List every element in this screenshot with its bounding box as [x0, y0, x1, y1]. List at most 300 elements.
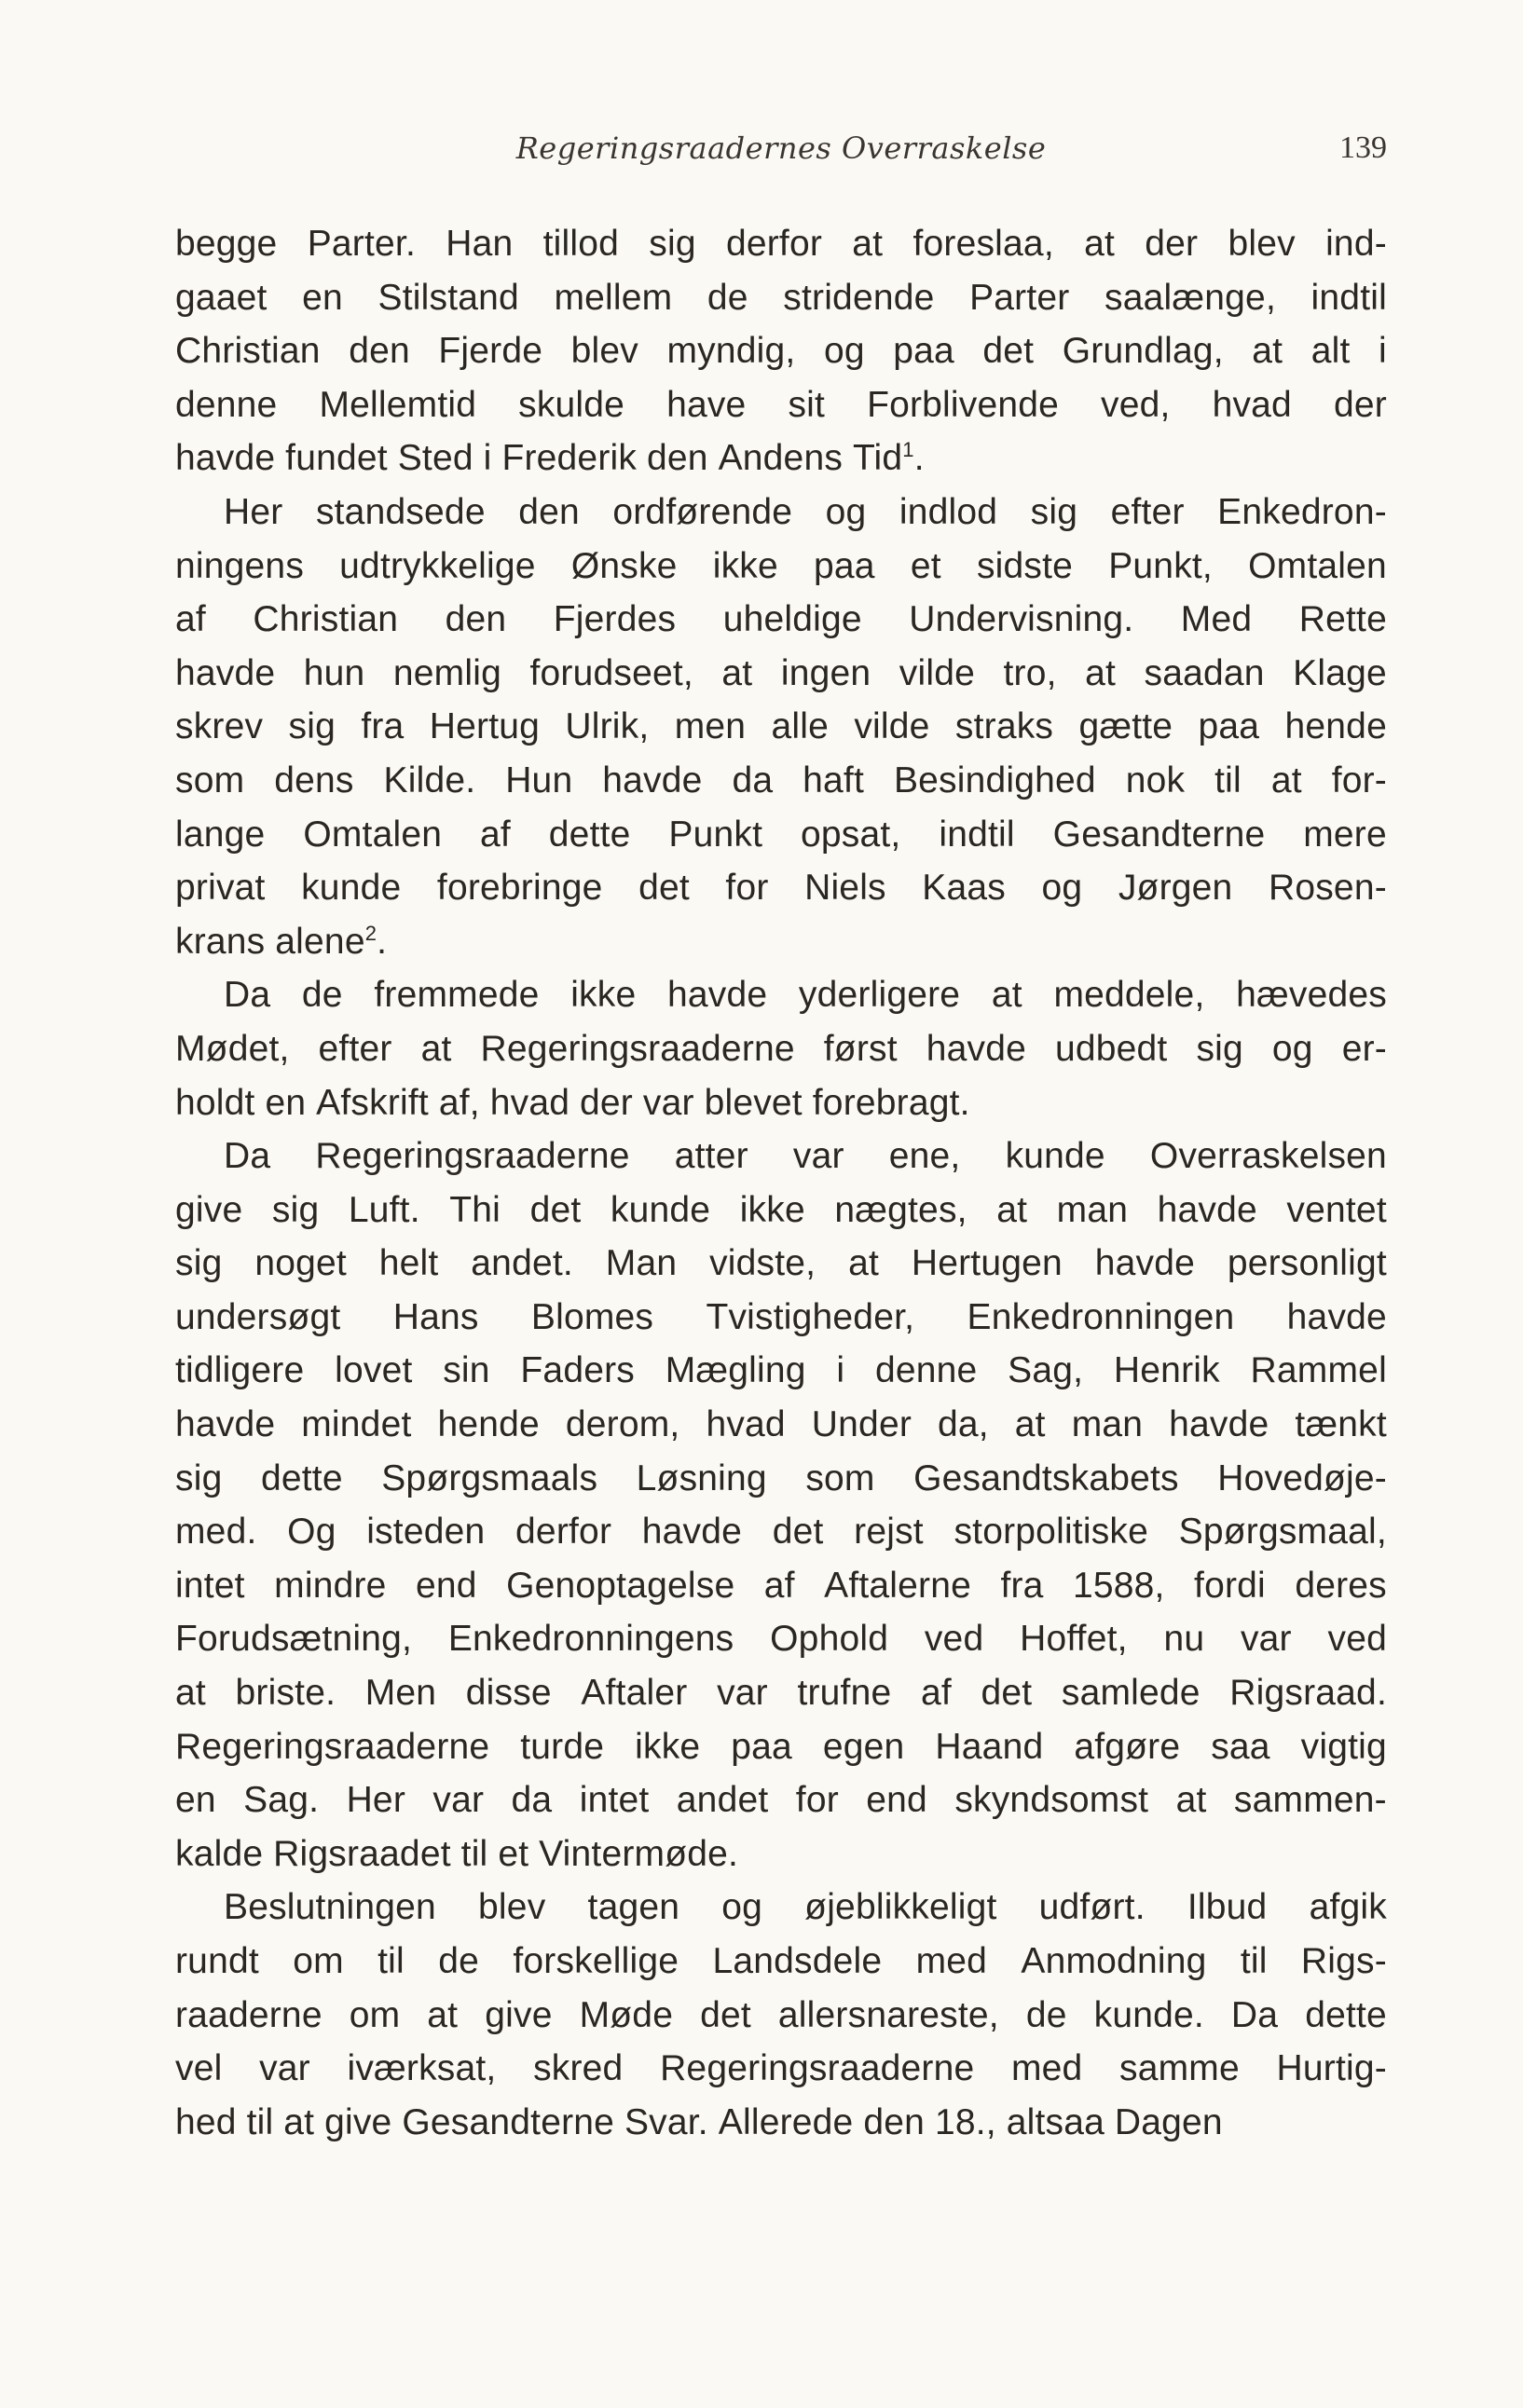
- word: indtil: [939, 814, 1015, 855]
- word: for: [795, 1780, 839, 1821]
- word: hvad: [489, 1082, 570, 1123]
- word: trufne: [797, 1673, 892, 1714]
- word: den: [445, 599, 507, 640]
- word: den: [646, 438, 708, 479]
- text-line: [175, 271, 1387, 325]
- word: afgik: [1309, 1887, 1387, 1928]
- word: Rigsraad.: [1229, 1673, 1387, 1714]
- word: rundt: [175, 1941, 259, 1981]
- word: at: [427, 1994, 459, 2035]
- word: stridende: [783, 277, 935, 318]
- word: med.: [175, 1512, 257, 1553]
- word: Sag,: [1008, 1350, 1084, 1391]
- word: Allerede: [718, 2101, 854, 2142]
- word: øjeblikkeligt: [804, 1887, 997, 1928]
- word: Enkedron-: [1217, 491, 1387, 532]
- word: blev: [1228, 224, 1296, 264]
- word: Gesandtskabets: [913, 1457, 1179, 1498]
- word: i: [836, 1350, 845, 1391]
- word: Hoffet,: [1020, 1619, 1128, 1660]
- word: havde: [175, 652, 276, 693]
- word: til: [246, 2101, 274, 2142]
- word: dette: [260, 1457, 343, 1498]
- text-line: [175, 1666, 1387, 1720]
- word: de: [438, 1941, 480, 1981]
- word: sig: [1030, 491, 1078, 532]
- word: egen: [822, 1726, 905, 1767]
- word: storpolitiske: [954, 1512, 1148, 1553]
- word: Christian: [175, 331, 321, 372]
- text-line: [175, 915, 1387, 969]
- word: intet: [579, 1780, 650, 1821]
- word: en: [302, 277, 343, 318]
- word: ventet: [1286, 1189, 1387, 1230]
- word: at: [1014, 1404, 1046, 1445]
- word: nægtes,: [834, 1189, 967, 1230]
- word: Møde: [579, 1994, 674, 2035]
- word: hun: [303, 652, 365, 693]
- word: kunde.: [1093, 1994, 1204, 2035]
- footnote-marker: 1: [902, 438, 914, 462]
- word: Forudsætning,: [175, 1619, 413, 1660]
- word: Omtalen: [1248, 545, 1387, 586]
- word: hende: [437, 1404, 540, 1445]
- word: som: [175, 759, 245, 800]
- word: ene,: [888, 1136, 961, 1177]
- word: for: [725, 868, 769, 909]
- word: Sted: [397, 438, 473, 479]
- word: altsaa: [1006, 2101, 1105, 2142]
- word: forskellige: [513, 1941, 679, 1981]
- word: sig: [175, 1243, 223, 1284]
- word: Aftalerne: [824, 1565, 972, 1606]
- text-line: [175, 1773, 1387, 1827]
- word: ingen: [780, 652, 871, 693]
- word: udbedt: [1054, 1028, 1168, 1069]
- word: Anmodning: [1021, 1941, 1207, 1981]
- word: derom,: [565, 1404, 680, 1445]
- word: efter: [318, 1028, 392, 1069]
- text-line: [175, 1076, 1387, 1130]
- word: kalde: [175, 1833, 264, 1874]
- word: Fjerde: [438, 331, 543, 372]
- word: Parter: [969, 277, 1070, 318]
- text-line: [175, 1022, 1387, 1076]
- word: vigtig: [1300, 1726, 1387, 1767]
- word: man: [1056, 1189, 1129, 1230]
- word: Overraskelsen: [1149, 1136, 1387, 1177]
- word: havde: [1094, 1243, 1195, 1284]
- word: yderligere: [798, 975, 961, 1016]
- word: Faders: [520, 1350, 635, 1391]
- word: Forblivende: [867, 384, 1060, 425]
- text-line: [175, 1559, 1387, 1613]
- word: hvad: [706, 1404, 786, 1445]
- word: Her: [224, 491, 283, 532]
- text-line: [175, 431, 1387, 486]
- word: ordførende: [612, 491, 793, 532]
- word: Under: [811, 1404, 912, 1445]
- word: Men: [364, 1673, 437, 1714]
- word: Jørgen: [1118, 868, 1233, 909]
- page-number: 139: [1339, 130, 1387, 165]
- word: Her: [346, 1780, 406, 1821]
- word: fordi: [1194, 1565, 1266, 1606]
- word: Punkt,: [1108, 545, 1213, 586]
- word: Rammel: [1250, 1350, 1387, 1391]
- word: holdt: [175, 1082, 255, 1123]
- running-title: Regeringsraadernes Overraskelse: [515, 130, 1047, 166]
- paragraph: [175, 1129, 1387, 1881]
- word: paa: [814, 545, 875, 586]
- word: da,: [938, 1404, 989, 1445]
- word: tro,: [1003, 652, 1057, 693]
- word: Regeringsraaderne: [660, 2048, 975, 2089]
- word: denne: [175, 384, 278, 425]
- word: med: [915, 1941, 988, 1981]
- word: tillod: [542, 224, 620, 264]
- word: Rette: [1298, 599, 1387, 640]
- word: at: [420, 1028, 452, 1069]
- word: sin: [443, 1350, 490, 1391]
- word: Enkedronningen: [967, 1296, 1235, 1337]
- word: Gesandterne: [402, 2101, 615, 2142]
- word: Regeringsraaderne: [480, 1028, 795, 1069]
- word: havde: [175, 1404, 276, 1445]
- word: Frederik: [501, 438, 638, 479]
- word: ved: [924, 1619, 984, 1660]
- word: 18.,: [934, 2101, 996, 2142]
- word: vidste,: [709, 1243, 816, 1284]
- word: var: [717, 1673, 768, 1714]
- word: og: [1041, 868, 1083, 909]
- text-line: [175, 1989, 1387, 2043]
- word: briste.: [235, 1673, 336, 1714]
- word: Luft.: [348, 1189, 420, 1230]
- word: gætte: [1078, 706, 1173, 747]
- text-line: [175, 808, 1387, 862]
- word: hvad: [1212, 384, 1292, 425]
- word: krans: [175, 921, 266, 962]
- word: begge: [175, 224, 278, 264]
- word: at: [1252, 331, 1283, 372]
- word: undersøgt: [175, 1296, 341, 1337]
- word: og: [721, 1887, 763, 1928]
- word: kunde: [1005, 1136, 1105, 1177]
- word: Vintermøde.: [539, 1833, 739, 1874]
- word: derfor: [515, 1512, 612, 1553]
- word: havde: [641, 1512, 743, 1553]
- word: foreslaa,: [912, 224, 1054, 264]
- word: raaderne: [175, 1994, 322, 2035]
- word: blev: [570, 331, 638, 372]
- paragraph: [175, 1881, 1387, 2149]
- word: Haand: [935, 1726, 1044, 1767]
- word: ikke: [739, 1189, 805, 1230]
- word: Hans: [392, 1296, 479, 1337]
- word: alt: [1310, 331, 1351, 372]
- word: Sag.: [243, 1780, 320, 1821]
- word: udtrykkelige: [339, 545, 536, 586]
- word: saadan: [1144, 652, 1265, 693]
- word: sig: [175, 1457, 223, 1498]
- word: ikke: [635, 1726, 701, 1767]
- word: nemlig: [392, 652, 501, 693]
- word: var: [1240, 1619, 1292, 1660]
- word: Stilstand: [377, 277, 519, 318]
- word: forudseet,: [529, 652, 693, 693]
- text-line: [175, 486, 1387, 540]
- word: kunde: [610, 1189, 711, 1230]
- word: men: [674, 706, 747, 747]
- word: dette: [548, 814, 631, 855]
- word: nu: [1163, 1619, 1205, 1660]
- word: om: [293, 1941, 344, 1981]
- word: meddele,: [1053, 975, 1205, 1016]
- word: Blomes: [530, 1296, 654, 1337]
- word: lange: [175, 814, 266, 855]
- word: af: [175, 599, 206, 640]
- word: Og: [287, 1512, 336, 1553]
- word: disse: [465, 1673, 552, 1714]
- word: paa: [731, 1726, 792, 1767]
- word: Spørgsmaal,: [1178, 1512, 1387, 1553]
- word: skred: [533, 2048, 624, 2089]
- word: sig: [649, 224, 696, 264]
- word: fra: [1000, 1565, 1044, 1606]
- word: forebringe: [436, 868, 603, 909]
- word: Fjerdes: [553, 599, 677, 640]
- text-line: [175, 1612, 1387, 1666]
- word: ved: [1327, 1619, 1387, 1660]
- word: saa: [1211, 1726, 1270, 1767]
- word: paa: [893, 331, 954, 372]
- word: personligt: [1227, 1243, 1387, 1284]
- word: Da: [224, 1136, 271, 1177]
- word: havde: [667, 975, 768, 1016]
- word: udført.: [1038, 1887, 1146, 1928]
- word: vilde: [899, 652, 975, 693]
- word: til: [1240, 1941, 1268, 1981]
- text-line: [175, 217, 1387, 271]
- word: Ophold: [770, 1619, 889, 1660]
- word: Ulrik,: [565, 706, 650, 747]
- word: og: [823, 331, 865, 372]
- text-line: [175, 378, 1387, 432]
- word: Klage: [1293, 652, 1387, 693]
- word: Rigsraadet: [273, 1833, 451, 1874]
- text-line: [175, 1935, 1387, 1989]
- word: blev: [478, 1887, 546, 1928]
- word: at: [996, 1189, 1028, 1230]
- word: mere: [1303, 814, 1387, 855]
- word: til: [1214, 759, 1242, 800]
- word: standsede: [315, 491, 486, 532]
- word: alle: [771, 706, 830, 747]
- body-text: [175, 217, 1387, 2149]
- word: et: [910, 545, 941, 586]
- word: fundet: [285, 438, 388, 479]
- word: sig: [271, 1189, 320, 1230]
- text-line: [175, 700, 1387, 754]
- word: Løsning: [636, 1457, 767, 1498]
- text-line: [175, 1827, 1387, 1881]
- word: give: [485, 1994, 553, 2035]
- text-line: [175, 754, 1387, 808]
- word: Parter.: [307, 224, 416, 264]
- word: Besindighed: [893, 759, 1096, 800]
- word: vel: [175, 2048, 223, 2089]
- word: de: [301, 975, 343, 1016]
- word: Mellemtid: [319, 384, 477, 425]
- word: noget: [254, 1243, 347, 1284]
- word: end: [415, 1565, 477, 1606]
- word: ved,: [1101, 384, 1171, 425]
- word: af: [479, 814, 511, 855]
- footnote-marker: 2: [364, 921, 377, 945]
- word: af: [763, 1565, 795, 1606]
- word: først: [823, 1028, 898, 1069]
- word: Thi: [449, 1189, 501, 1230]
- word: Gesandterne: [1052, 814, 1266, 855]
- word: og: [825, 491, 867, 532]
- word: vilde: [854, 706, 930, 747]
- word: ind-: [1325, 224, 1387, 264]
- word: til: [377, 1941, 405, 1981]
- word: Spørgsmaals: [381, 1457, 598, 1498]
- word: allersnareste,: [777, 1994, 999, 2035]
- word: fremmede: [374, 975, 540, 1016]
- word: mindre: [274, 1565, 387, 1606]
- text-line: [175, 1398, 1387, 1452]
- word: at: [1270, 759, 1302, 800]
- word: Ilbud: [1187, 1887, 1268, 1928]
- word: Andens: [718, 438, 844, 479]
- word: Beslutningen: [224, 1887, 436, 1928]
- word: andet.: [471, 1243, 573, 1284]
- word: opsat,: [801, 814, 901, 855]
- text-line: [175, 1452, 1387, 1506]
- word: hende: [1284, 706, 1387, 747]
- word: Da: [224, 975, 271, 1016]
- word: var: [642, 1082, 694, 1123]
- word: indtil: [1310, 277, 1387, 318]
- word: sig: [1196, 1028, 1243, 1069]
- word: Hun: [505, 759, 573, 800]
- word: gaaet: [175, 277, 268, 318]
- word: Svar.: [624, 2101, 708, 2142]
- word: give: [175, 1189, 243, 1230]
- word: paa: [1198, 706, 1260, 747]
- running-header: [175, 130, 1387, 177]
- word: denne: [875, 1350, 978, 1391]
- word: havde: [602, 759, 703, 800]
- word: sammen-: [1233, 1780, 1387, 1821]
- paragraph: [175, 217, 1387, 486]
- word: som: [805, 1457, 875, 1498]
- word: andet: [676, 1780, 769, 1821]
- word: at: [1175, 1780, 1207, 1821]
- word: en: [265, 1082, 307, 1123]
- word: forebragt.: [812, 1082, 970, 1123]
- word: Med: [1180, 599, 1253, 640]
- word: Regeringsraaderne: [175, 1726, 490, 1767]
- word: til: [460, 1833, 488, 1874]
- word: tænkt: [1295, 1404, 1387, 1445]
- word: haft: [803, 759, 865, 800]
- word: rejst: [854, 1512, 924, 1553]
- word: Tvistigheder,: [706, 1296, 915, 1337]
- word: samme: [1119, 2048, 1240, 2089]
- word: myndig,: [666, 331, 796, 372]
- word: Hurtig-: [1276, 2048, 1387, 2089]
- word: den: [349, 331, 410, 372]
- word: man: [1071, 1404, 1144, 1445]
- word: havde: [175, 438, 276, 479]
- text-line: [175, 1505, 1387, 1559]
- word: skyndsomst: [954, 1780, 1149, 1821]
- word: den: [863, 2101, 926, 2142]
- word: ikke: [712, 545, 778, 586]
- word: af,: [438, 1082, 480, 1123]
- word: skrev: [175, 706, 264, 747]
- word: Regeringsraaderne: [315, 1136, 630, 1177]
- text-line: [175, 540, 1387, 594]
- word: tidligere: [175, 1350, 305, 1391]
- text-line: [175, 1881, 1387, 1935]
- text-line: [175, 1344, 1387, 1398]
- word: der: [1145, 224, 1199, 264]
- word: mindet: [301, 1404, 412, 1445]
- word: Man: [605, 1243, 678, 1284]
- word: Rosen-: [1268, 868, 1387, 909]
- word: end: [866, 1780, 927, 1821]
- word: det: [529, 1189, 582, 1230]
- word: Niels: [804, 868, 886, 909]
- word: privat: [175, 868, 266, 909]
- word: intet: [175, 1565, 245, 1606]
- paragraph: [175, 968, 1387, 1129]
- word: Rigs-: [1300, 1941, 1387, 1981]
- word: Afskrift: [316, 1082, 429, 1123]
- text-line: [175, 647, 1387, 701]
- word: Christian: [253, 599, 399, 640]
- word: da: [732, 759, 774, 800]
- word: en: [175, 1780, 216, 1821]
- word: Henrik: [1113, 1350, 1220, 1391]
- word: give: [324, 2101, 392, 2142]
- word: da: [511, 1780, 553, 1821]
- word: Hertugen: [911, 1243, 1063, 1284]
- text-line: [175, 324, 1387, 378]
- word: ikke: [570, 975, 637, 1016]
- word: Hovedøje-: [1217, 1457, 1387, 1498]
- word: Da: [1230, 1994, 1279, 2035]
- word: for-: [1331, 759, 1387, 800]
- word: derfor: [725, 224, 823, 264]
- word: et: [498, 1833, 529, 1874]
- word: Kaas: [922, 868, 1006, 909]
- word: hævedes: [1236, 975, 1387, 1016]
- word: have: [666, 384, 747, 425]
- word: hed: [175, 2101, 237, 2142]
- text-line: [175, 968, 1387, 1022]
- word: mellem: [554, 277, 673, 318]
- word: lovet: [335, 1350, 413, 1391]
- word: i: [1379, 331, 1387, 372]
- word: dette: [1305, 1994, 1387, 2035]
- word: Han: [446, 224, 514, 264]
